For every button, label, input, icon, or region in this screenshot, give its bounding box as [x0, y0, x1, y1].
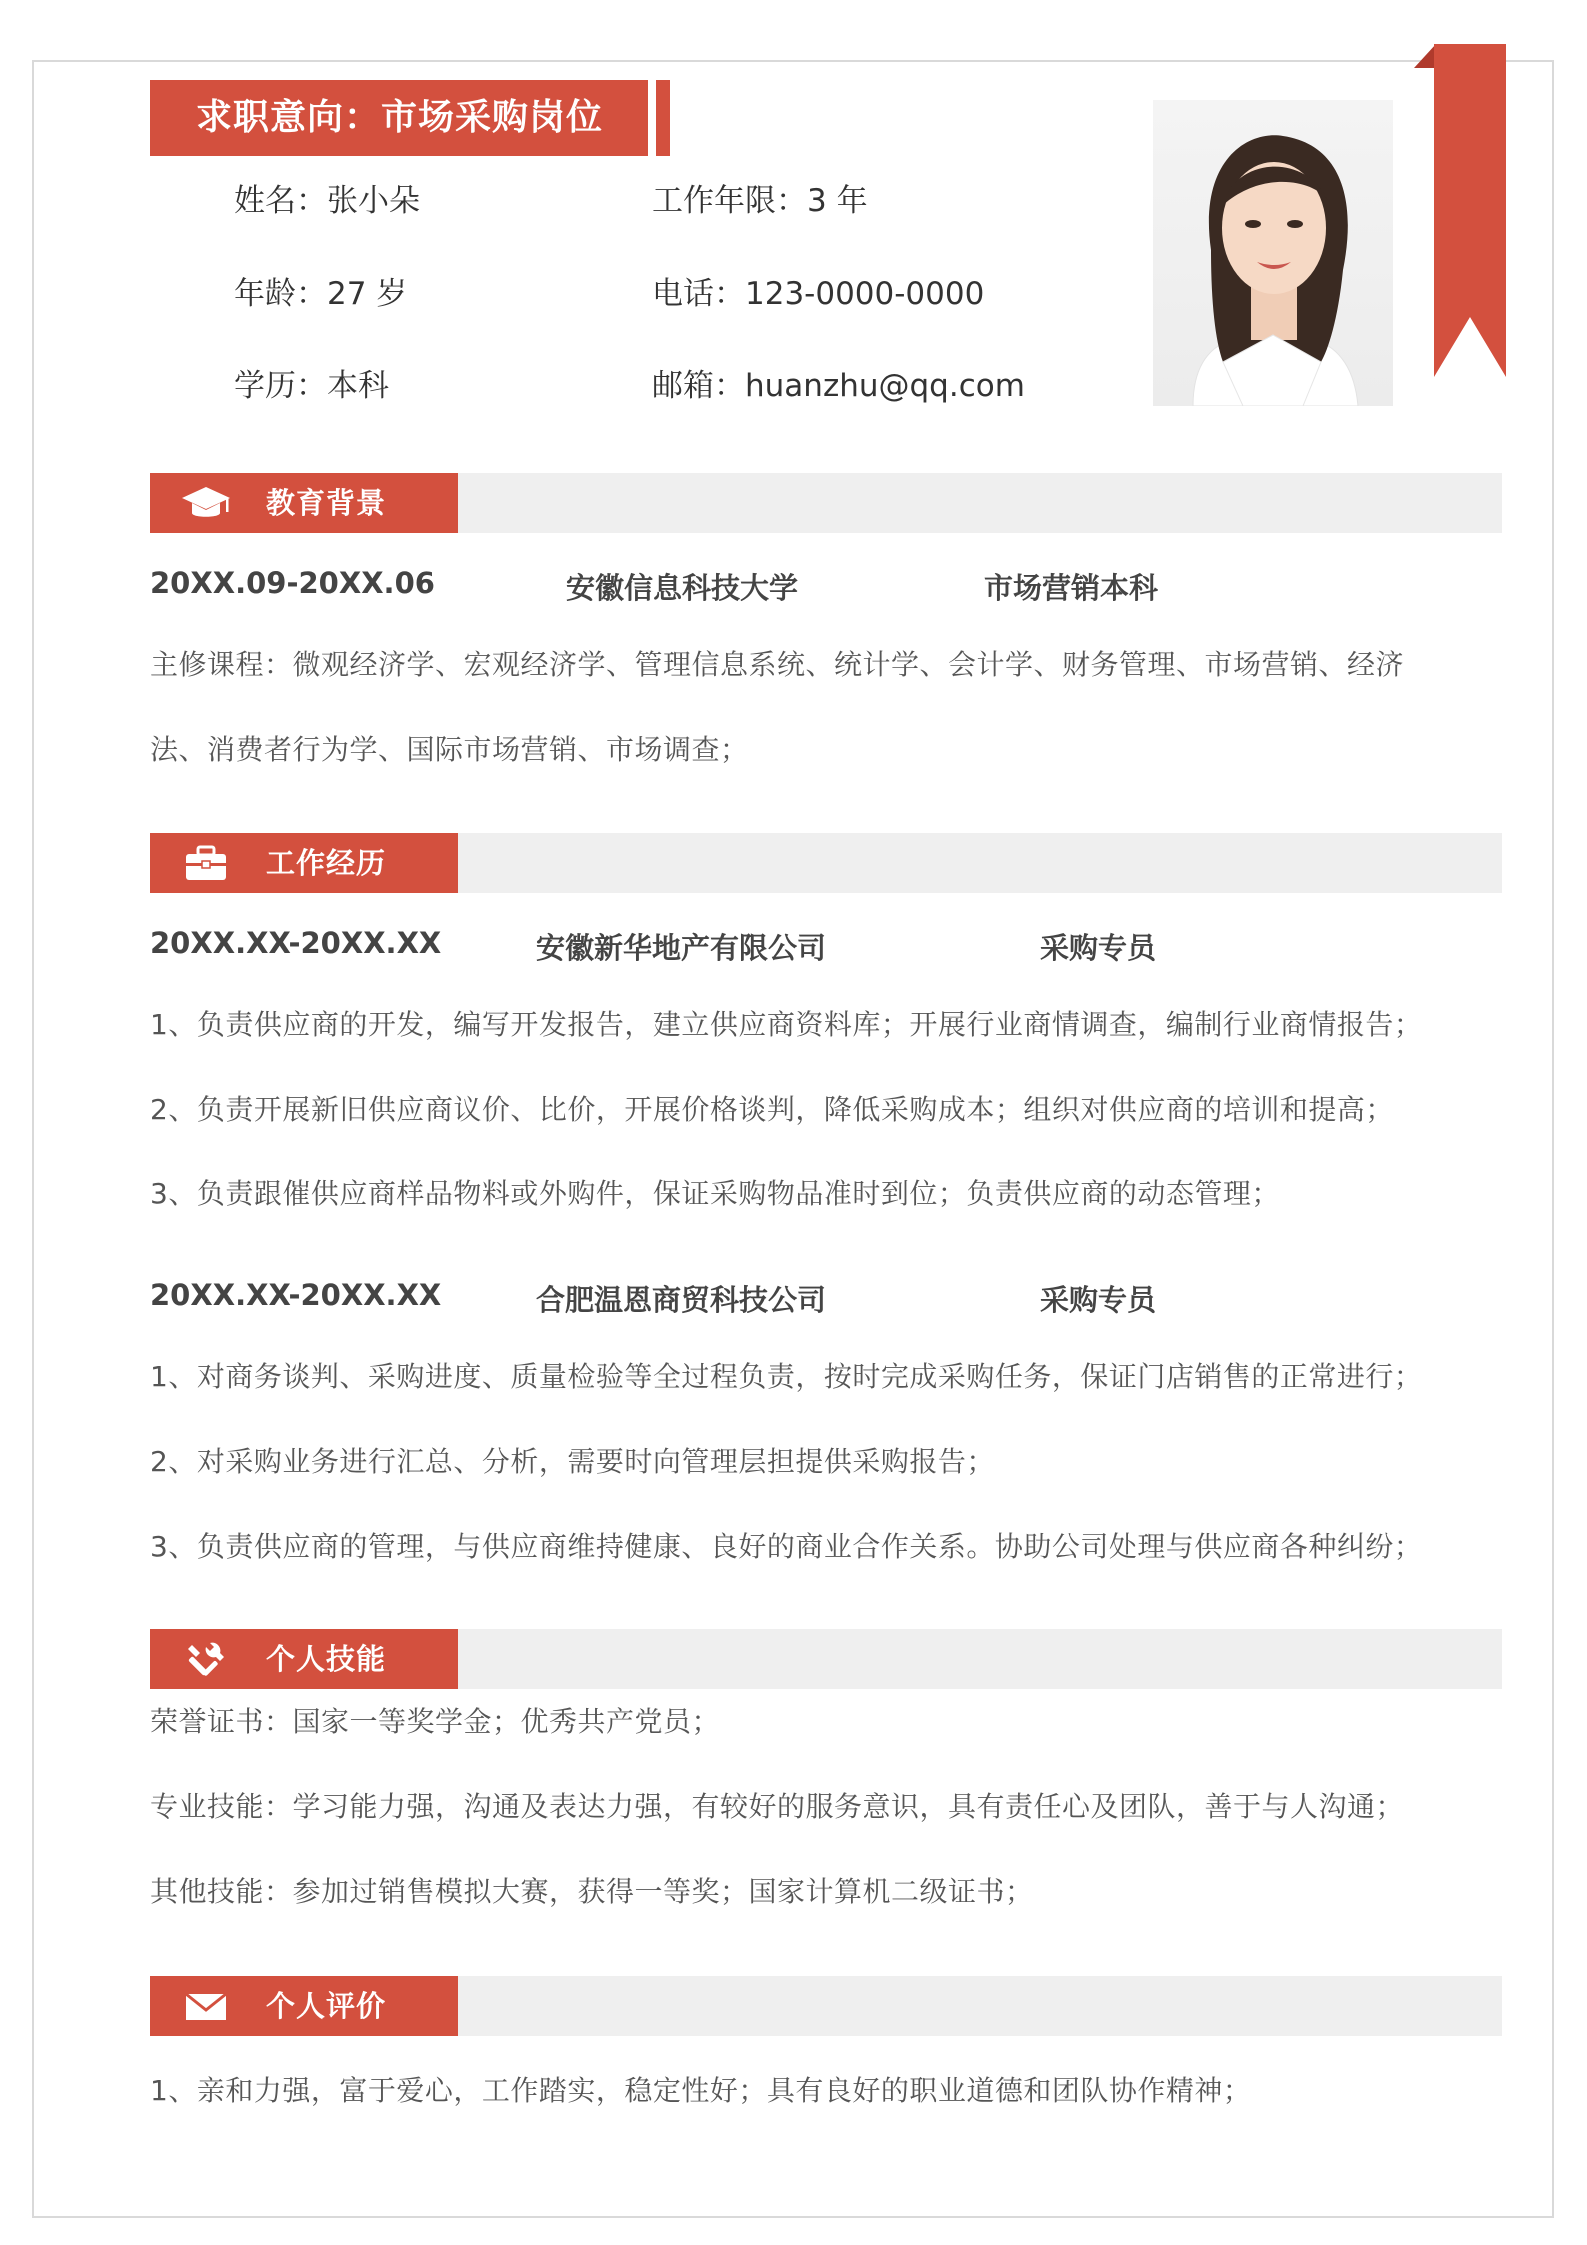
job-duty: 3、负责供应商的管理，与供应商维持健康、良好的商业合作关系。协助公司处理与供应商各种纠纷； [150, 1530, 1423, 1563]
info-name: 姓名：张小朵 [234, 183, 420, 219]
skill-line: 其他技能：参加过销售模拟大赛，获得一等奖；国家计算机二级证书； [150, 1875, 1034, 1908]
job-period: 20XX.XX-20XX.XX [150, 926, 442, 960]
education-school: 安徽信息科技大学 [566, 571, 799, 605]
education-section-header [150, 473, 458, 533]
education-major: 市场营销本科 [984, 571, 1159, 605]
job-duty: 2、负责开展新旧供应商议价、比价，开展价格谈判，降低采购成本；组织对供应商的培训和提高； [150, 1093, 1394, 1126]
skill-line: 荣誉证书：国家一等奖学金；优秀共产党员； [150, 1705, 721, 1738]
ribbon-fold [1414, 44, 1436, 68]
info-age: 年龄：27 岁 [234, 276, 408, 312]
skills-section-header [150, 1629, 458, 1689]
job-duty: 3、负责跟催供应商样品物料或外购件，保证采购物品准时到位；负责供应商的动态管理； [150, 1177, 1280, 1210]
info-email: 邮箱：huanzhu@qq.com [652, 368, 1025, 404]
job-duty: 1、对商务谈判、采购进度、质量检验等全过程负责，按时完成采购任务，保证门店销售的正常进行； [150, 1360, 1423, 1393]
evaluation-line: 1、亲和力强，富于爱心，工作踏实，稳定性好；具有良好的职业道德和团队协作精神； [150, 2074, 1252, 2107]
education-courses-line: 法、消费者行为学、国际市场营销、市场调查； [150, 733, 749, 766]
info-phone: 电话：123-0000-0000 [652, 276, 985, 312]
info-education: 学历：本科 [234, 368, 389, 404]
job-intention-title: 求职意向：市场采购岗位 [196, 97, 604, 138]
education-courses-line: 主修课程：微观经济学、宏观经济学、管理信息系统、统计学、会计学、财务管理、市场营销、经济 [150, 648, 1405, 681]
briefcase-icon [180, 843, 232, 883]
job-period: 20XX.XX-20XX.XX [150, 1278, 442, 1312]
job-duty: 1、负责供应商的开发，编写开发报告，建立供应商资料库；开展行业商情调查，编制行业商情报告； [150, 1008, 1423, 1041]
work-heading: 工作经历 [266, 846, 387, 880]
skill-line: 专业技能：学习能力强，沟通及表达力强，有较好的服务意识，具有责任心及团队，善于与人沟通； [150, 1790, 1405, 1823]
info-years: 工作年限：3 年 [652, 183, 868, 219]
evaluation-section-header [150, 1976, 458, 2036]
job-company: 安徽新华地产有限公司 [536, 931, 827, 965]
job-company: 合肥温恩商贸科技公司 [536, 1283, 827, 1317]
profile-photo [1153, 100, 1393, 406]
envelope-icon [180, 1986, 232, 2026]
job-position: 采购专员 [1040, 1283, 1157, 1317]
job-position: 采购专员 [1040, 931, 1157, 965]
evaluation-heading: 个人评价 [266, 1989, 387, 2023]
education-heading: 教育背景 [266, 486, 387, 520]
banner-accent [656, 80, 670, 156]
skills-heading: 个人技能 [266, 1642, 387, 1676]
graduation-cap-icon [180, 483, 232, 523]
tools-icon [180, 1639, 232, 1679]
job-duty: 2、对采购业务进行汇总、分析，需要时向管理层担提供采购报告； [150, 1445, 995, 1478]
education-period: 20XX.09-20XX.06 [150, 566, 435, 600]
work-section-header [150, 833, 458, 893]
job-intention-banner [150, 80, 648, 156]
